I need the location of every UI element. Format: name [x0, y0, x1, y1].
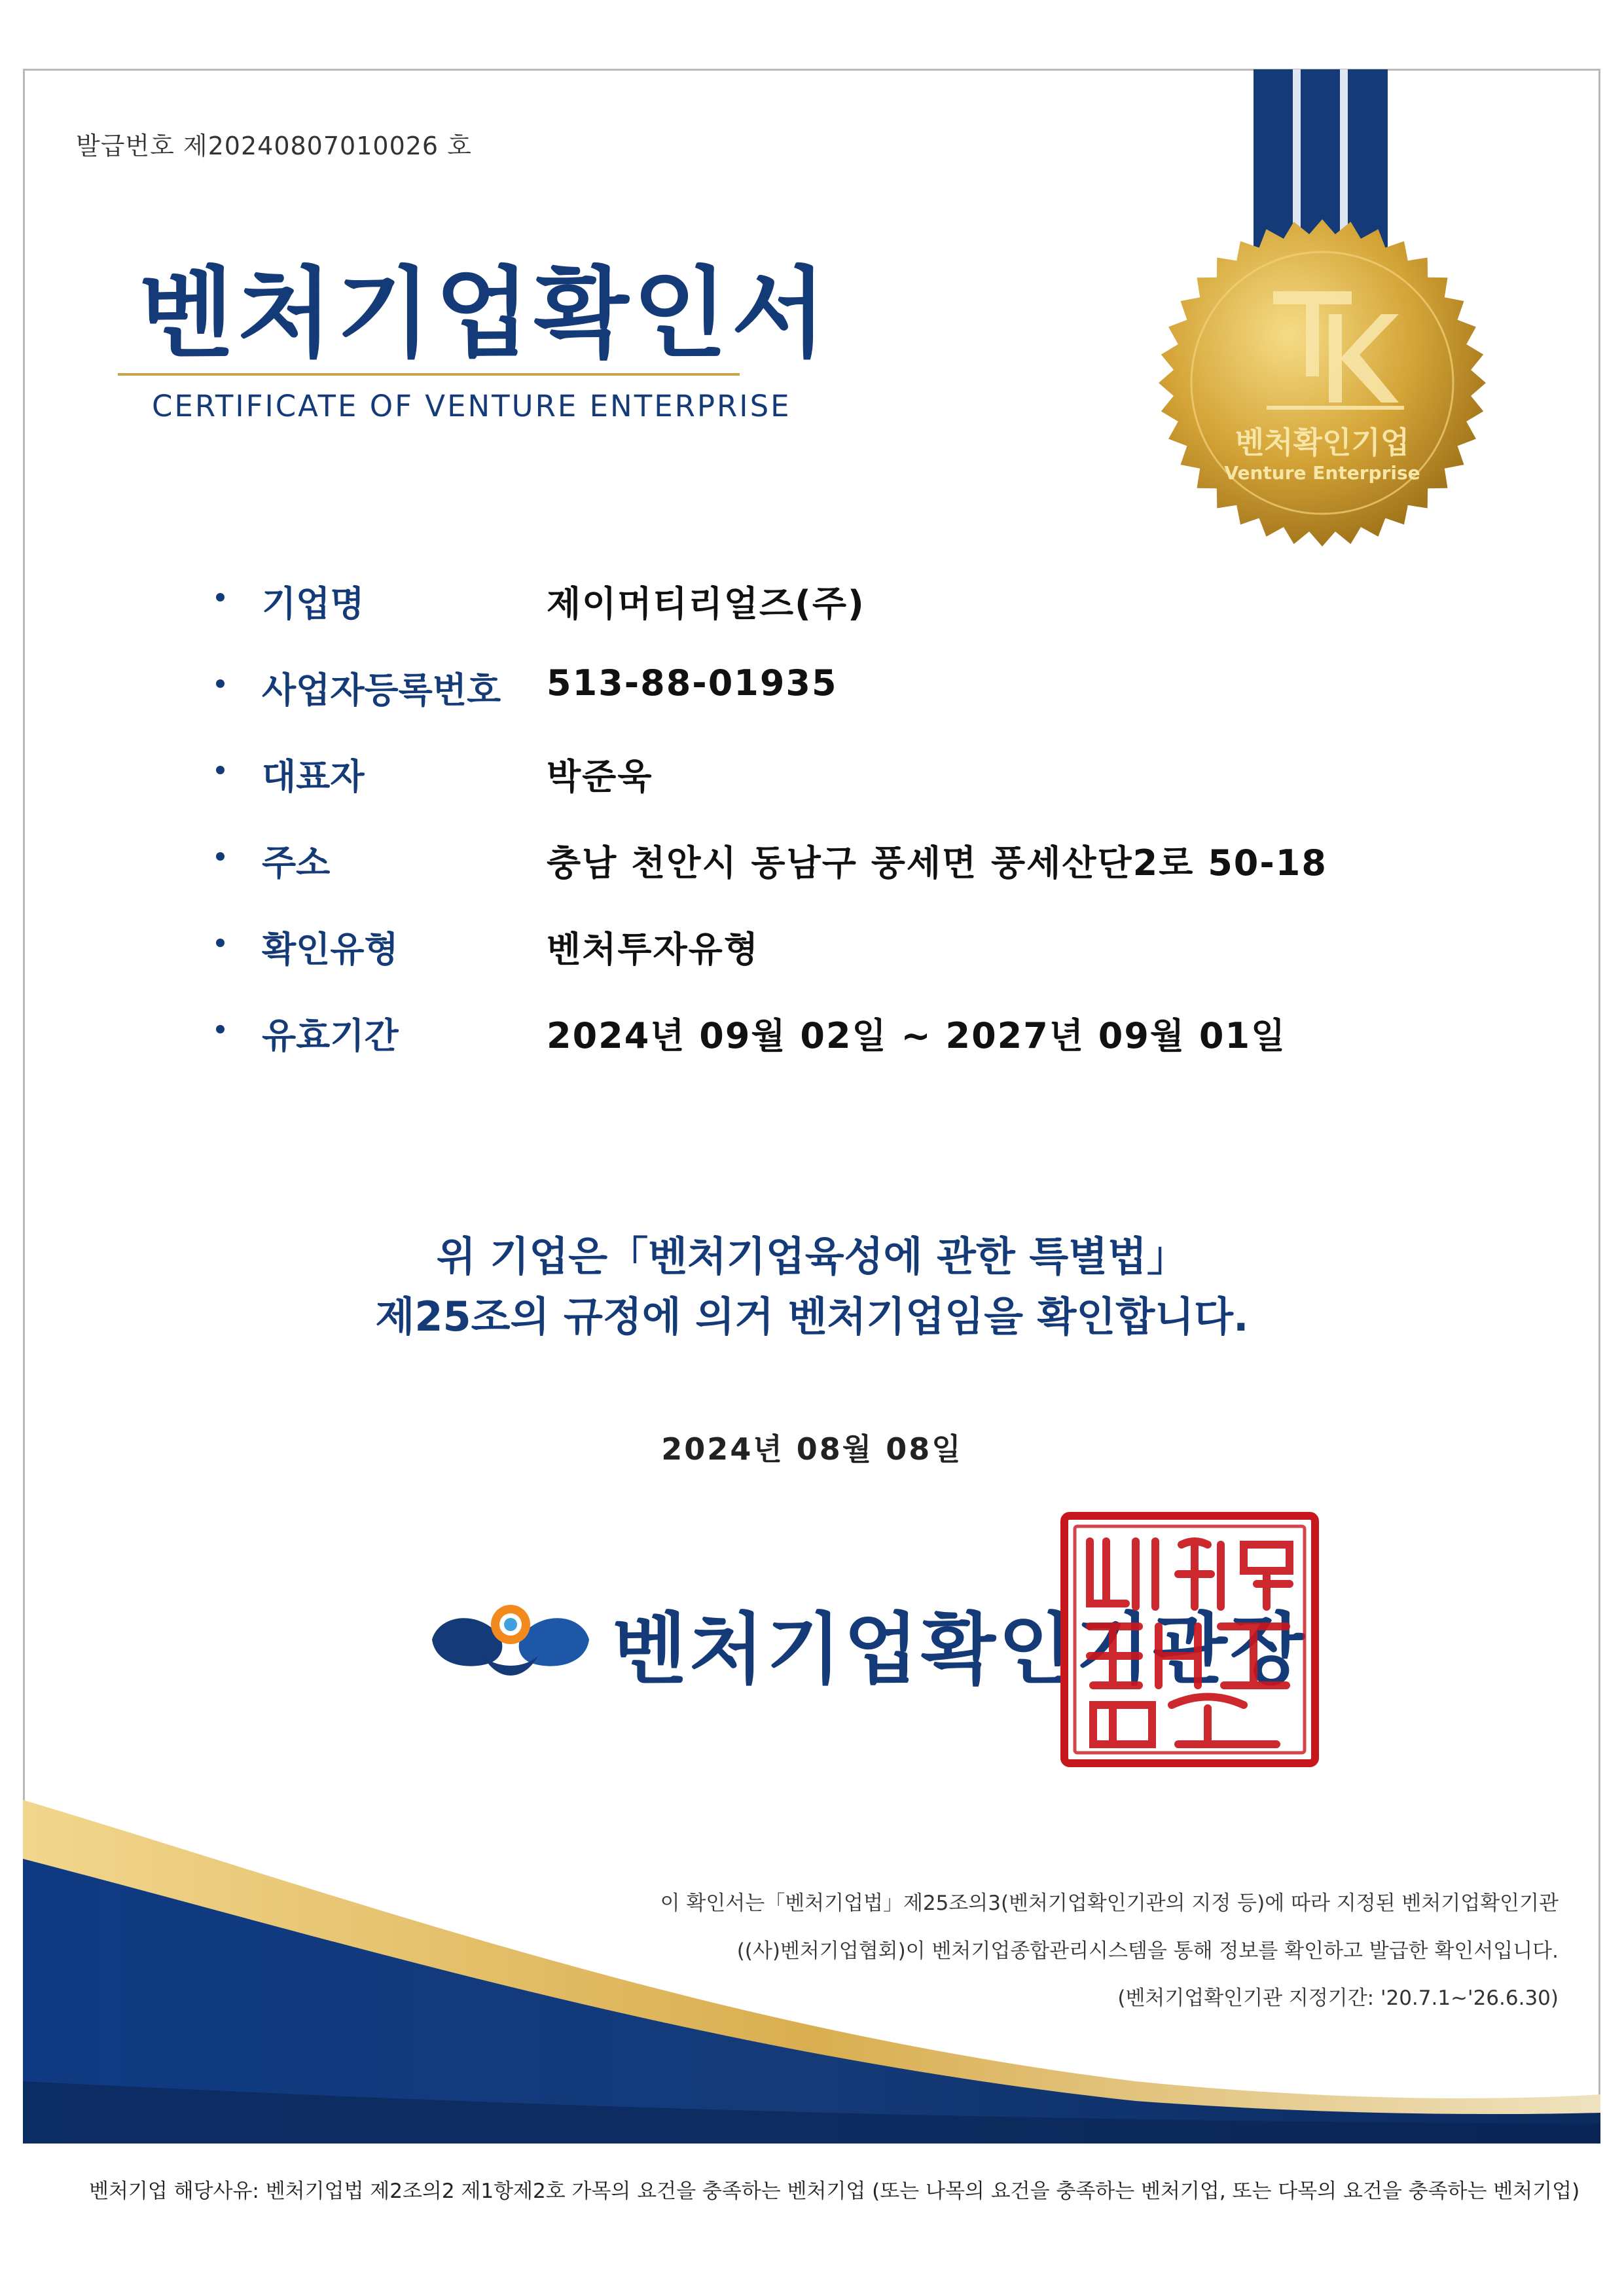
- field-value: 513-88-01935: [547, 662, 838, 704]
- info-row-company: [216, 576, 1460, 662]
- field-value: 2024년 09월 02일 ~ 2027년 09월 01일: [547, 1015, 1287, 1056]
- footer-reason: 벤처기업 해당사유: 벤처기업법 제2조의2 제1항제2호 가목의 요건을 충족하는 벤처기업 (또는 나목의 요건을 충족하는 벤처기업, 또는 다목의 요건을 충족하는 벤처기업): [89, 2179, 1580, 2203]
- official-stamp-icon: [1060, 1512, 1319, 1767]
- field-value: 제이머티리얼즈(주): [547, 583, 865, 624]
- title-divider: [118, 373, 740, 376]
- info-row-validity: [216, 1008, 1460, 1094]
- bullet-icon: [216, 852, 225, 861]
- info-row-business-number: [216, 662, 1460, 749]
- field-label: 확인유형: [262, 929, 399, 970]
- seal-text-korean: 벤처확인기업: [1235, 425, 1410, 460]
- field-label: 대표자: [262, 756, 365, 797]
- field-label: 주소: [262, 842, 331, 884]
- field-label: 유효기간: [262, 1015, 399, 1056]
- bullet-icon: [216, 679, 225, 688]
- info-row-type: [216, 922, 1460, 1008]
- bullet-icon: [216, 766, 225, 774]
- bullet-icon: [216, 593, 225, 601]
- statement-line-1: 위 기업은「벤처기업육성에 관한 특별법」: [436, 1232, 1188, 1280]
- statement-line-2: 제25조의 규정에 의거 벤처기업임을 확인합니다.: [375, 1293, 1249, 1340]
- certificate-title: 벤처기업확인서: [139, 257, 831, 371]
- issue-date: 2024년 08월 08일: [661, 1431, 963, 1467]
- info-row-representative: [216, 749, 1460, 835]
- seal-text-english: Venture Enterprise: [1224, 462, 1420, 484]
- note-line-3: (벤처기업확인기관 지정기간: '20.7.1~'26.6.30): [1117, 1986, 1559, 2010]
- note-line-1: 이 확인서는「벤처기업법」제25조의3(벤처기업확인기관의 지정 등)에 따라 지정된 벤처기업확인기관: [660, 1892, 1559, 1915]
- field-value: 벤처투자유형: [547, 929, 759, 970]
- certificate-subtitle: CERTIFICATE OF VENTURE ENTERPRISE: [152, 389, 791, 423]
- field-label: 사업자등록번호: [262, 670, 501, 711]
- info-list: [216, 576, 1460, 1094]
- field-label: 기업명: [262, 583, 365, 624]
- field-value: 박준욱: [547, 756, 653, 797]
- gold-seal-icon: [1155, 216, 1489, 550]
- field-value: 충남 천안시 동남구 풍세면 풍세산단2로 50-18: [547, 842, 1327, 884]
- issue-number: 발급번호 제20240807010026 호: [76, 132, 472, 160]
- bullet-icon: [216, 1025, 225, 1033]
- info-row-address: [216, 835, 1460, 922]
- note-line-2: ((사)벤처기업협회)이 벤처기업종합관리시스템을 통해 정보를 확인하고 발급한 확인서입니다.: [736, 1939, 1559, 1963]
- agency-name: 벤처기업확인기관장: [612, 1604, 1307, 1695]
- agency-logo-icon: [425, 1590, 596, 1689]
- wave-decoration: [23, 1793, 1600, 2144]
- bullet-icon: [216, 939, 225, 947]
